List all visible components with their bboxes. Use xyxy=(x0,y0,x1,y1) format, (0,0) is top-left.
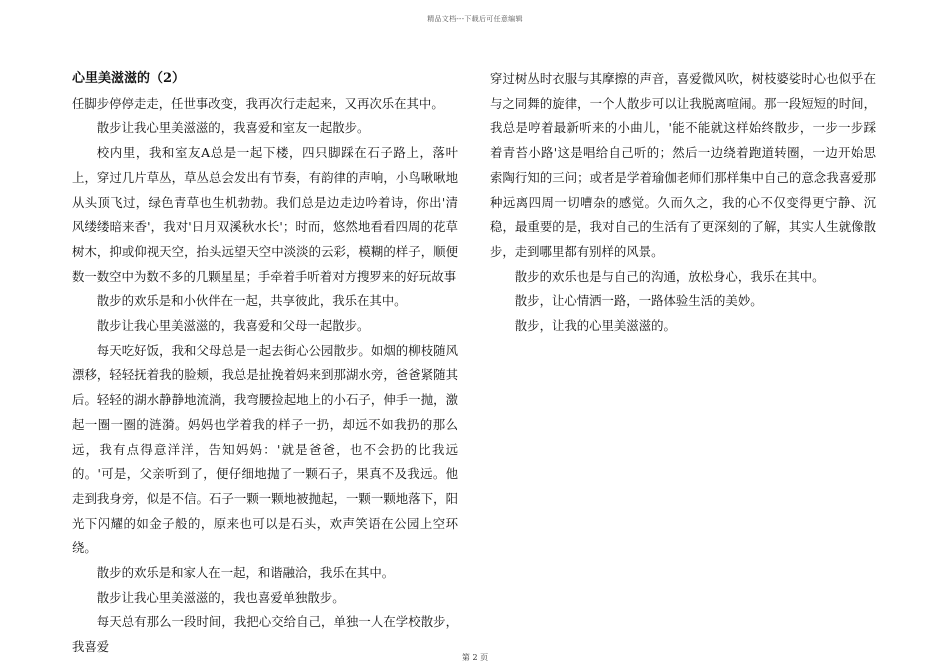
paragraph: 散步让我心里美滋滋的，我也喜爱单独散步。 xyxy=(96,589,345,605)
paragraph: 散步，让心情洒一路，一路体验生活的美妙。 xyxy=(514,293,763,309)
paragraph: 每天吃好饭，我和父母总是一起去街心公园散步。如烟的柳枝随风漂移，轻轻抚着我的脸颊，我总是扯挽着妈来到那湖水旁，爸爸紧随其后。轻轻的湖水静静地流淌，我弯腰捡起地上的小石子，伸手一抛，激起一圈一圈的涟漪。妈妈也学着我的样子一扔，却远不如我扔的那么远，我有点得意洋洋，告知妈妈：'就是爸爸，也不会扔的比我远的。'可是，父亲听到了，便仔细地抛了一颗石子，果真不及我远。他走到我身旁，似是不信。石子一颗一颗地被抛起，一颗一颗地落下，阳光下闪耀的如金子般的，原来也可以是石头，欢声笑语在公园上空环绕。 xyxy=(72,342,458,556)
left-column xyxy=(72,67,458,660)
paragraph: 每天总有那么一段时间，我把心交给自己，单独一人在学校散步，我喜爱 xyxy=(72,614,458,655)
paragraph-continued: 穿过树丛时衣服与其摩擦的声音，喜爱微风吹，树枝婆娑时心也似乎在与之同舞的旋律，一个人散步可以让我脱离喧闹。那一段短短的时间，我总是哼着最新听来的小曲儿，'能不能就这样始终散步，一步一步踩着青苔小路'这是唱给自己听的；然后一边绕着跑道转圈，一边开始思索陶行知的三问；或者是学着瑜伽老师们那样集中自己的意念我喜爱那种远离四周一切嘈杂的感觉。久而久之，我的心不仅变得更宁静、沉稳，最重要的是，我对自己的生活有了更深刻的了解，其实人生就像散步，走到哪里都有别样的风景。 xyxy=(490,71,876,259)
paragraph: 散步让我心里美滋滋的，我喜爱和室友一起散步。 xyxy=(96,120,370,136)
paragraph: 散步的欢乐也是与自己的沟通，放松身心，我乐在其中。 xyxy=(514,268,825,284)
right-column xyxy=(490,67,876,339)
paragraph: 散步让我心里美滋滋的，我喜爱和父母一起散步。 xyxy=(96,318,370,334)
paragraph: 散步，让我的心里美滋滋的。 xyxy=(514,318,676,334)
page-number: 第 2 页 xyxy=(461,653,489,662)
paragraph: 散步的欢乐是和小伙伴在一起，共享彼此，我乐在其中。 xyxy=(96,293,407,309)
article-title: 心里美滋滋的（2） xyxy=(72,71,186,86)
page-header: 精品文档---下载后可任意编辑 xyxy=(427,15,523,23)
paragraph-intro: 任脚步停停走走，任世事改变，我再次行走起来，又再次乐在其中。 xyxy=(72,95,444,111)
paragraph: 校内里，我和室友A总是一起下楼，四只脚踩在石子路上，落叶上，穿过几片草丛，草丛总会发出有节奏，有韵律的声响，小鸟啾啾地从头顶飞过，绿色青草也生机勃勃。我们总是边走边吟着诗，你出'清风缕缕暗来香'，我对'日月双溪秋水长'；时而，悠然地看看四周的花草树木，抑或仰视天空，抬头远望天空中淡淡的云彩，模糊的样子，顺便数一数空中为数不多的几颗星星；手牵着手听着对方搜罗来的好玩故事 xyxy=(72,145,458,284)
paragraph: 散步的欢乐是和家人在一起，和谐融洽，我乐在其中。 xyxy=(96,565,395,581)
